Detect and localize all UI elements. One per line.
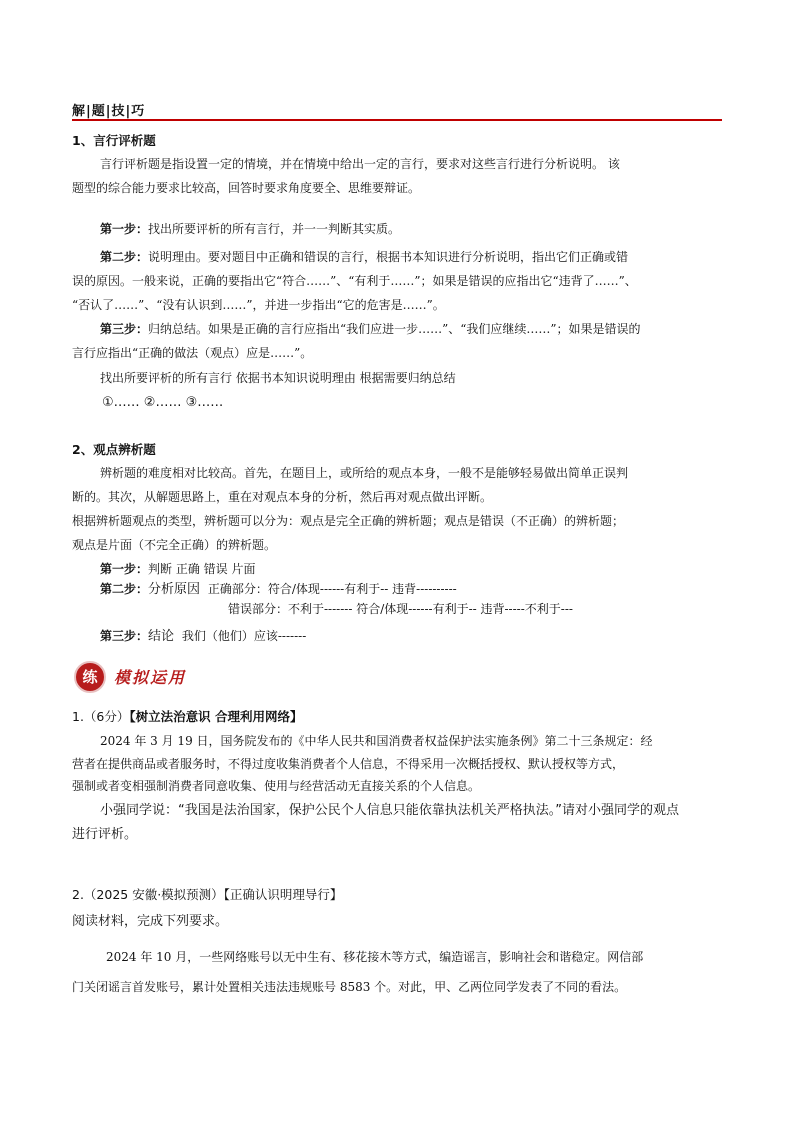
section1-step2-line2: 误的原因。一般来说，正确的要指出它“符合……”、“有利于……”；如果是错误的应指出它“违背了……”、	[72, 274, 637, 288]
section2-line2: 断的。其次，从解题思路上，重在对观点本身的分析，然后再对观点做出评断。	[72, 490, 493, 504]
s2-step1-label: 第一步：	[100, 562, 149, 576]
section2-line4: 观点是片面（不完全正确）的辨析题。	[72, 538, 277, 552]
q1-body-line1: 2024 年 3 月 19 日，国务院发布的《中华人民共和国消费者权益保护法实施条例》第二十三条规定：经	[100, 734, 653, 748]
step3-text-line1: 归纳总结。如果是正确的言行应指出“我们应进一步……”、“我们应继续……”；如果是错误的	[148, 322, 641, 336]
section2-line1: 辨析题的难度相对比较高。首先，在题目上，或所给的观点本身，一般不是能够轻易做出简单正误判	[100, 466, 629, 480]
s2-step2-correct: 正确部分：符合/体现------有利于-- 违背----------	[207, 582, 457, 596]
q2-title: 2.（2025 安徽·模拟预测）【正确认识明理导行】	[72, 887, 343, 902]
step2-label: 第二步：	[100, 250, 149, 264]
s2-step3-head: 结论	[148, 629, 175, 644]
q2-body-line2: 门关闭谣言首发账号，累计处置相关违法违规账号 8583 个。对此，甲、乙两位同学发表了不同的看法。	[72, 980, 627, 994]
q1-body-line3: 强制或者变相强制消费者同意收集、使用与经营活动无直接关系的个人信息。	[72, 779, 481, 793]
section1-step3-line1	[100, 317, 641, 341]
section2-step3	[100, 624, 306, 649]
q1-title	[72, 707, 303, 725]
q2-instruction: 阅读材料，完成下列要求。	[72, 914, 229, 929]
section1-circles-line: ①…… ②…… ③……	[102, 395, 224, 410]
section1-step2-line1	[100, 245, 628, 269]
banner-title: 模拟运用	[114, 668, 187, 687]
step1-text: 找出所要评析的所有言行，并一一判断其实质。	[148, 222, 401, 236]
s2-step1-text: 判断 正确 错误 片面	[148, 562, 256, 576]
s2-step2-label: 第二步：	[100, 582, 149, 596]
s2-step2-wrong: 错误部分：不利于------- 符合/体现------有利于-- 违背-----不利于---	[228, 602, 573, 616]
step3-label: 第三步：	[100, 322, 149, 336]
section1-summary-line: 找出所要评析的所有言行 依据书本知识说明理由 根据需要归纳总结	[100, 371, 456, 385]
header-divider	[72, 119, 722, 121]
q1-ask-line1: 小强同学说：“我国是法治国家，保护公民个人信息只能依靠执法机关严格执法。”请对小强同学的观点	[100, 803, 679, 818]
q2-body-line1: 2024 年 10 月，一些网络账号以无中生有、移花接木等方式，编造谣言，影响社会和谐稳定。网信部	[106, 950, 644, 964]
q1-title-topic: 【树立法治意识 合理利用网络】	[129, 709, 303, 724]
s2-step3-text: 我们（他们）应该-------	[181, 629, 307, 643]
section1-intro-line2: 题型的综合能力要求比较高，回答时要求角度要全、思维要辩证。	[72, 181, 421, 195]
s2-step3-label: 第三步：	[100, 629, 149, 643]
practice-banner	[74, 661, 214, 693]
q1-ask-line2: 进行评析。	[72, 827, 138, 842]
step2-text-line1: 说明理由。要对题目中正确和错误的言行，根据书本知识进行分析说明，指出它们正确或错	[148, 250, 629, 264]
section1-intro-line1: 言行评析题是指设置一定的情境，并在情境中给出一定的言行，要求对这些言行进行分析说明。 该	[100, 157, 620, 171]
section2-line3: 根据辨析题观点的类型，辨析题可以分为：观点是完全正确的辨析题；观点是错误（不正确）的辨析题；	[72, 514, 625, 528]
section-header-title: 解|题|技|巧	[72, 104, 146, 119]
section1-step3-line2: 言行应指出“正确的做法（观点）应是……”。	[72, 346, 313, 360]
q1-title-prefix: 1.（6分）	[72, 709, 130, 724]
section2-heading: 2、观点辨析题	[72, 442, 156, 457]
step1-label: 第一步：	[100, 222, 149, 236]
q1-body-line2: 营者在提供商品或者服务时，不得过度收集消费者个人信息，不得采用一次概括授权、默认授权等方式，	[72, 757, 625, 771]
s2-step2-head: 分析原因	[148, 582, 201, 597]
section1-step1	[100, 217, 400, 241]
practice-badge-icon: 练	[74, 661, 106, 693]
section1-heading: 1、言行评析题	[72, 133, 156, 148]
section1-step2-line3: “否认了……”、“没有认识到……”，并进一步指出“它的危害是……”。	[72, 298, 445, 312]
